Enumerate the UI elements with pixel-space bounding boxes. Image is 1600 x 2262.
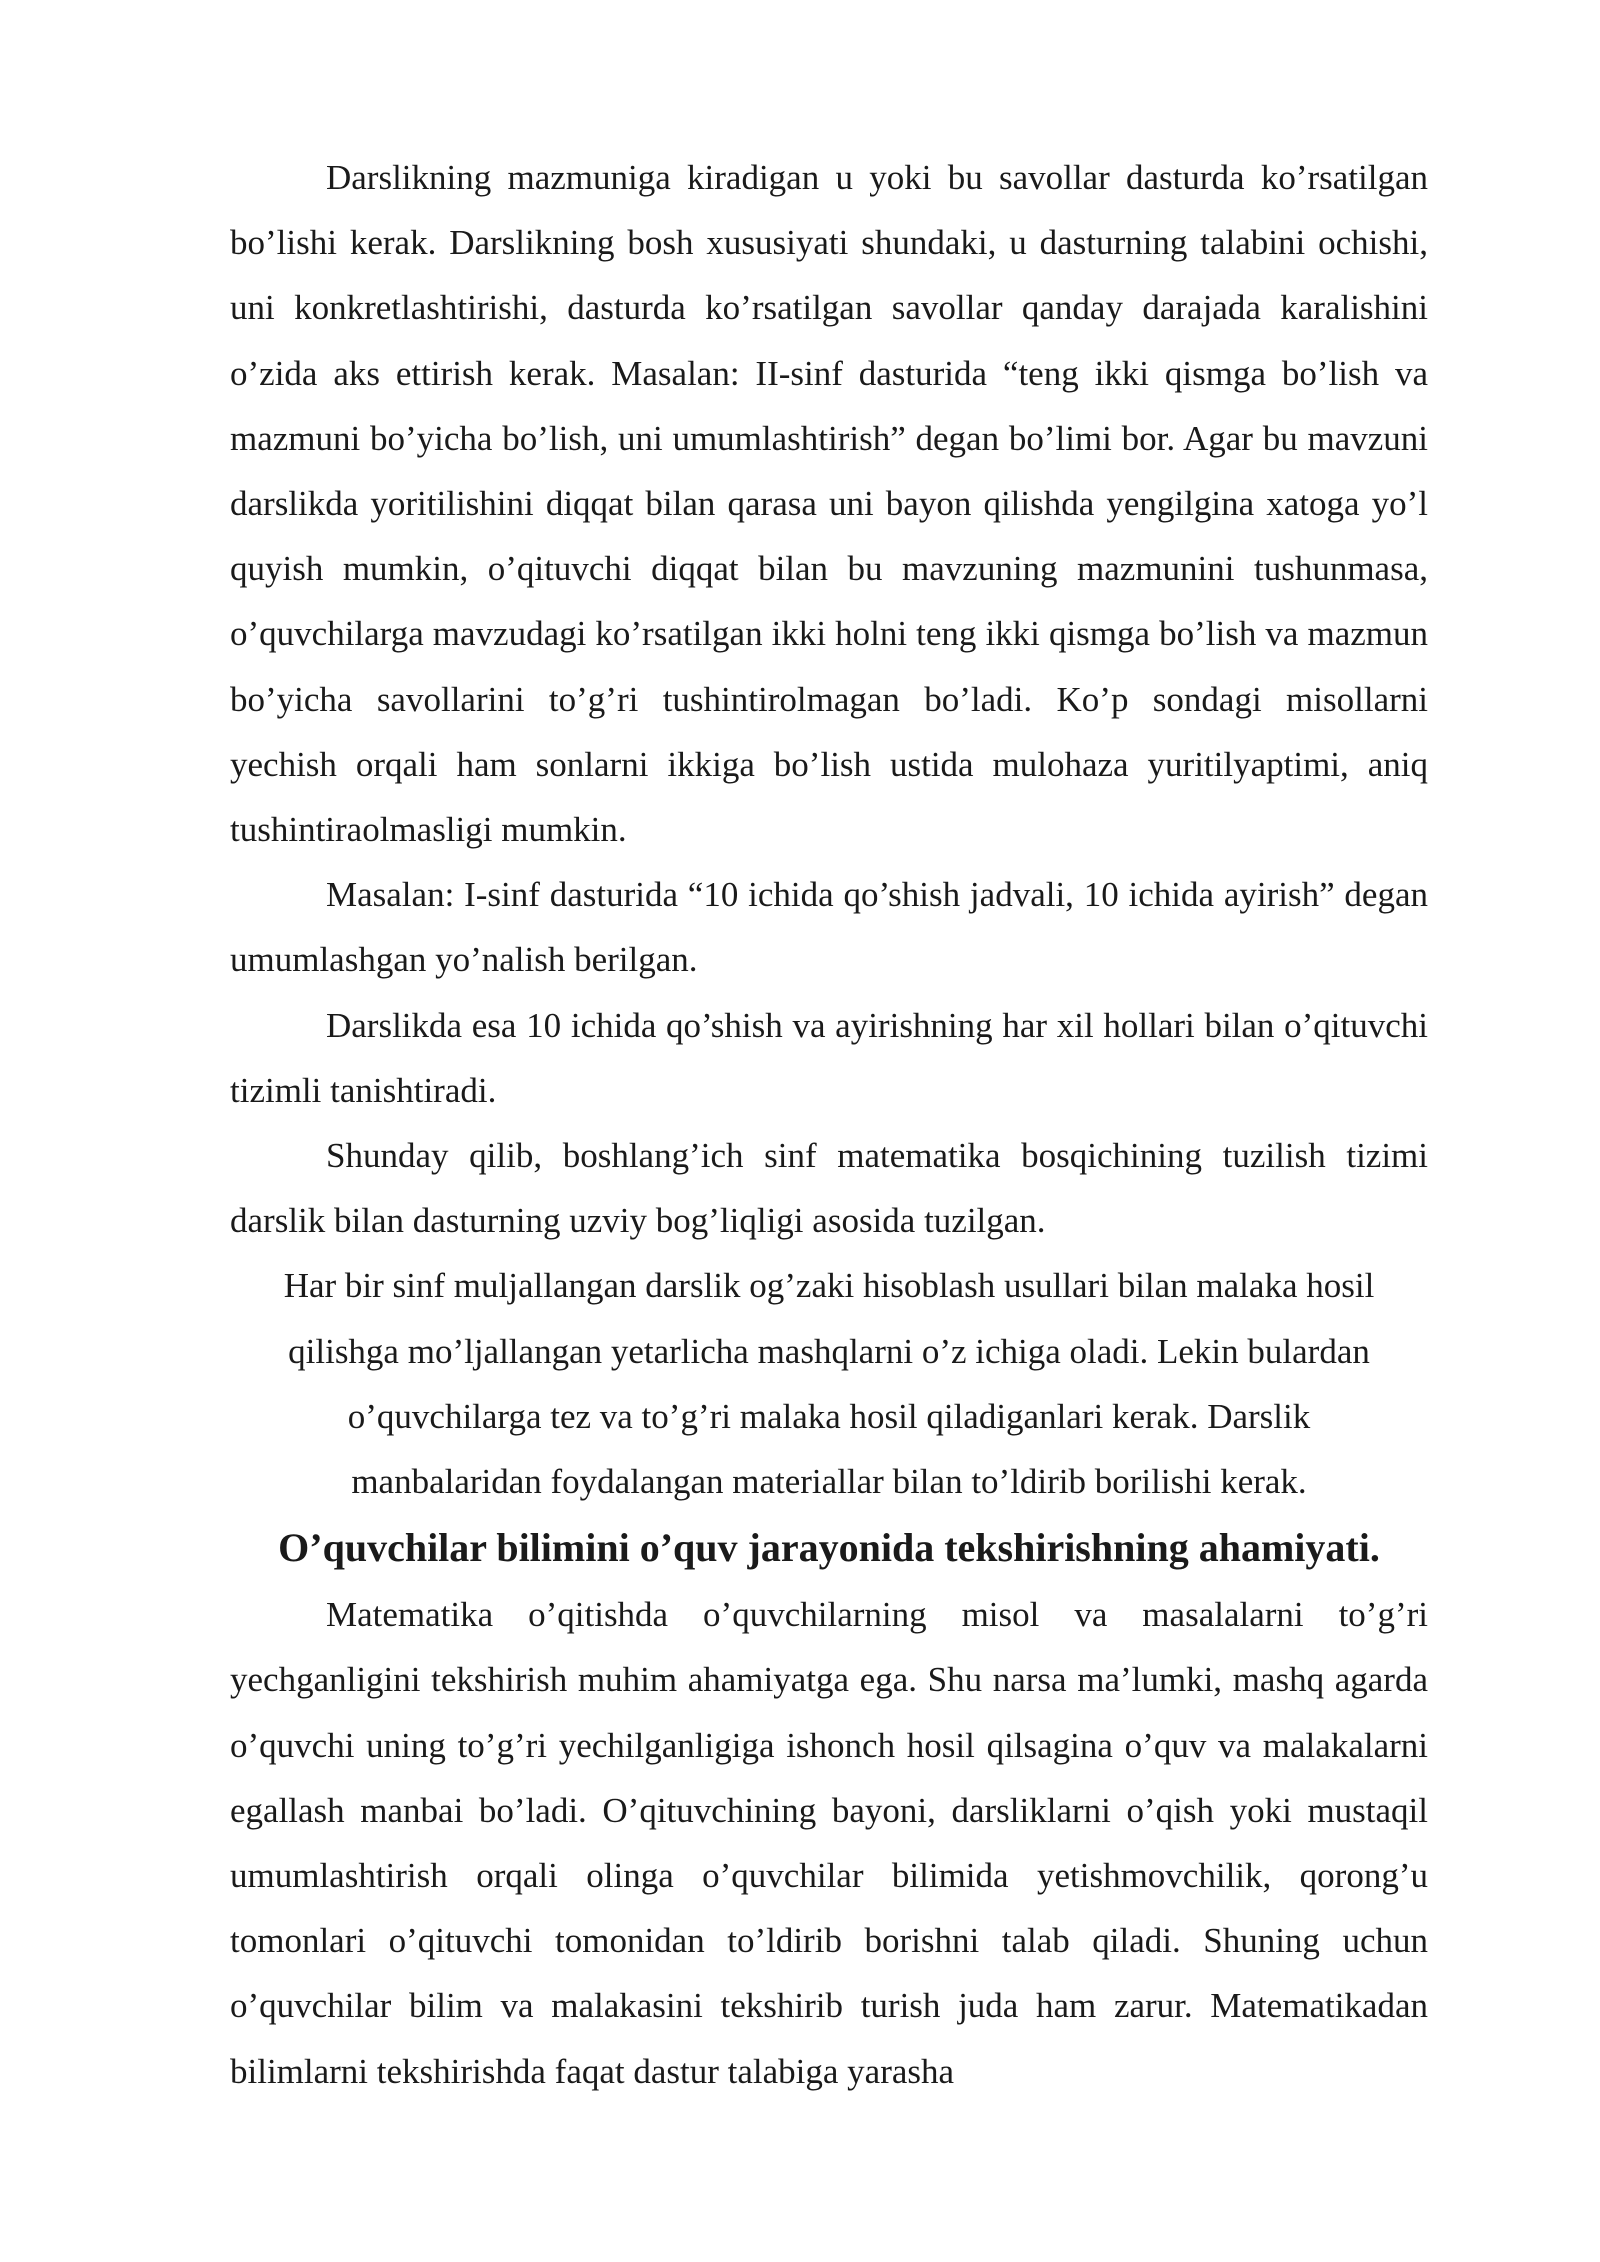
paragraph-first-grade-example: Masalan: I-sinf dasturida “10 ichida qo’shish jadvali, 10 ichida ayirish” degan umumlashgan yo’nalish berilgan. [230,875,1428,980]
section-heading: O’quvchilar bilimini o’quv jarayonida tekshirishning ahamiyati. [278,1525,1380,1571]
paragraph-textbook-addition: Darslikda esa 10 ichida qo’shish va ayirishning har xil hollari bilan o’qituvchi tizimli tanishtiradi. [230,1005,1428,1110]
centered-line: manbalaridan foydalangan materiallar bilan to’ldirib borilishi kerak. [351,1462,1307,1502]
paragraph-structure-summary: Shunday qilib, boshlang’ich sinf matematika bosqichining tuzilish tizimi darslik bilan dasturning uzviy bog’liqligi asosida tuzilgan. [230,1136,1428,1241]
paragraph-textbook-content: Darslikning mazmuniga kiradigan u yoki bu savollar dasturda ko’rsatilgan bo’lishi kerak. Darslikning bosh xususiyati shundaki, u dasturning talabini ochishi, uni konkretlashtirishi, dasturda ko’rsatilgan savollar qanday darajada karalishini o’zida aks ettirish kerak. Masalan: II-sinf dasturida “teng ikki qismga bo’lish va mazmuni bo’yicha bo’lish, uni umumlashtirish” degan bo’limi bor. Agar bu mavzuni darslikda yoritilishini diqqat bilan qarasa uni bayon qilishda yengilgina xatoga yo’l quyish mumkin, o’qituvchi diqqat bilan bu mavzuning mazmunini tushunmasa, o’quvchilarga mavzudagi ko’rsatilgan ikki holni teng ikki qismga bo’lish va mazmun bo’yicha savollarini to’g’ri tushintirolmagan bo’ladi. Ko’p sondagi misollarni yechish orqali ham sonlarni ikkiga bo’lish ustida mulohaza yuritilyaptimi, aniq tushintiraolmasligi mumkin. [230,158,1428,850]
paragraph-checking-importance: Matematika o’qitishda o’quvchilarning misol va masalalarni to’g’ri yechganligini tekshirish muhim ahamiyatga ega. Shu narsa ma’lumki, mashq agarda o’quvchi uning to’g’ri yechilganligiga ishonch hosil qilsagina o’quv va malakalarni egallash manbai bo’ladi. O’qituvchining bayoni, darsliklarni o’qish yoki mustaqil umumlashtirish orqali olinga o’quvchilar bilimida yetishmovchilik, qorong’u tomonlari o’qituvchi tomonidan to’ldirib borishni talab qiladi. Shuning uchun o’quvchilar bilim va malakasini tekshirib turish juda ham zarur. Matematikadan bilimlarni tekshirishda faqat dastur talabiga yarasha [230,1595,1428,2091]
centered-line: Har bir sinf muljallangan darslik og’zaki hisoblash usullari bilan malaka hosil [283,1266,1375,1306]
centered-line: o’quvchilarga tez va to’g’ri malaka hosil qiladiganlari kerak. Darslik [347,1396,1311,1436]
paragraph-centered-block [230,1253,1428,1514]
document-body [230,145,1428,2104]
centered-line: qilishga mo’ljallangan yetarlicha mashqlarni o’z ichiga oladi. Lekin bulardan [288,1331,1370,1371]
